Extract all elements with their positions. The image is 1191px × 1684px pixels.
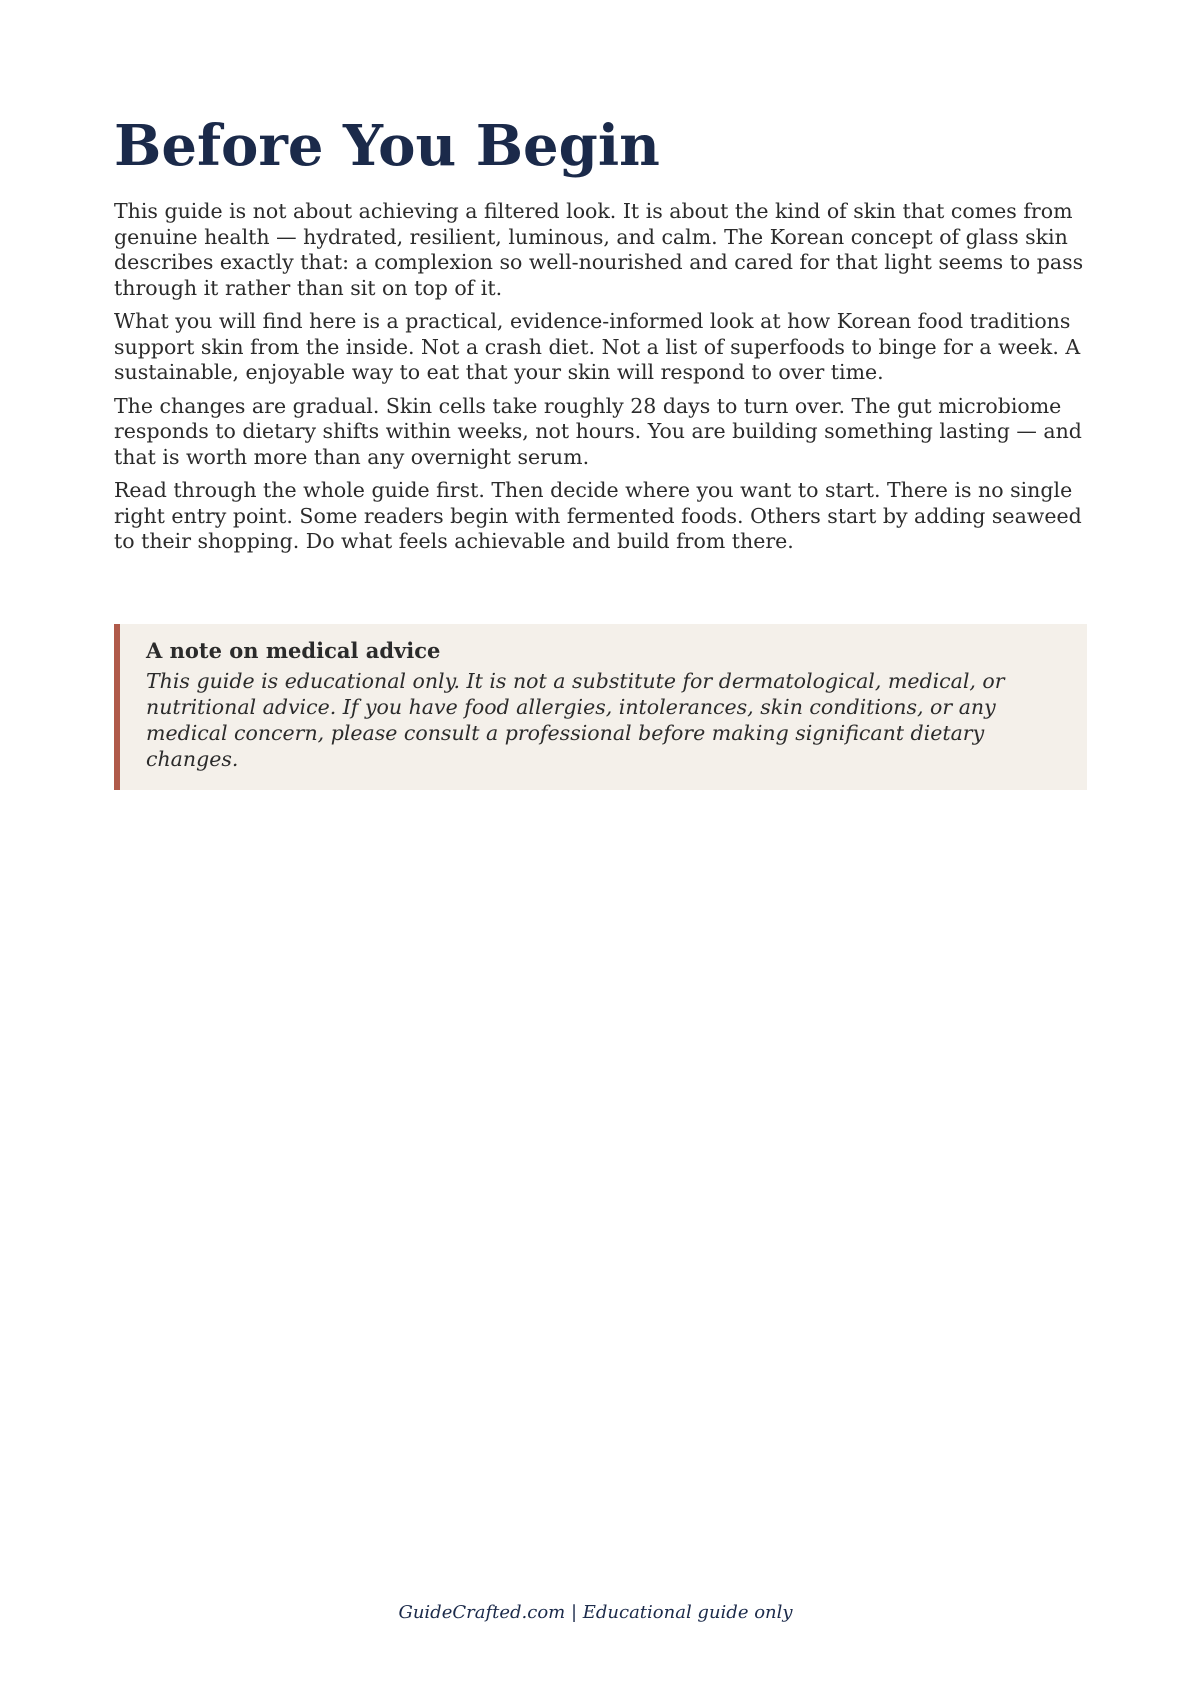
intro-paragraph-2: What you will find here is a practical, evidence-informed look at how Korean food traditions support skin from the inside. Not a crash diet. Not a list of superfoods to binge for a week. A sustainable, enjoyable way to eat that your skin will respond to over time.	[114, 309, 1081, 384]
intro-paragraph-4: Read through the whole guide first. Then decide where you want to start. There is no single right entry point. Some readers begin with fermented foods. Others start by adding seaweed to their shopping. Do what feels achievable and build from there.	[114, 478, 1082, 553]
medical-advice-callout	[114, 624, 1087, 790]
callout-title: A note on medical advice	[146, 638, 441, 663]
intro-body	[114, 199, 1087, 563]
callout-text: This guide is educational only. It is not a substitute for dermatological, medical, or nutritional advice. If you have food allergies, intolerances, skin conditions, or any medical concern, please consult a professional before making significant dietary changes.	[146, 669, 1005, 771]
page-title: Before You Begin	[114, 113, 660, 179]
intro-paragraph-1: This guide is not about achieving a filtered look. It is about the kind of skin that comes from genuine health — hydrated, resilient, luminous, and calm. The Korean concept of glass skin describes exactly that: a complexion so well-nourished and cared for that light seems to pass through it rather than sit on top of it.	[114, 199, 1084, 300]
page-footer: GuideCrafted.com | Educational guide only	[398, 1602, 793, 1623]
intro-paragraph-3: The changes are gradual. Skin cells take roughly 28 days to turn over. The gut microbiome responds to dietary shifts within weeks, not hours. You are building something lasting — and that is worth more than any overnight serum.	[114, 393, 1082, 469]
